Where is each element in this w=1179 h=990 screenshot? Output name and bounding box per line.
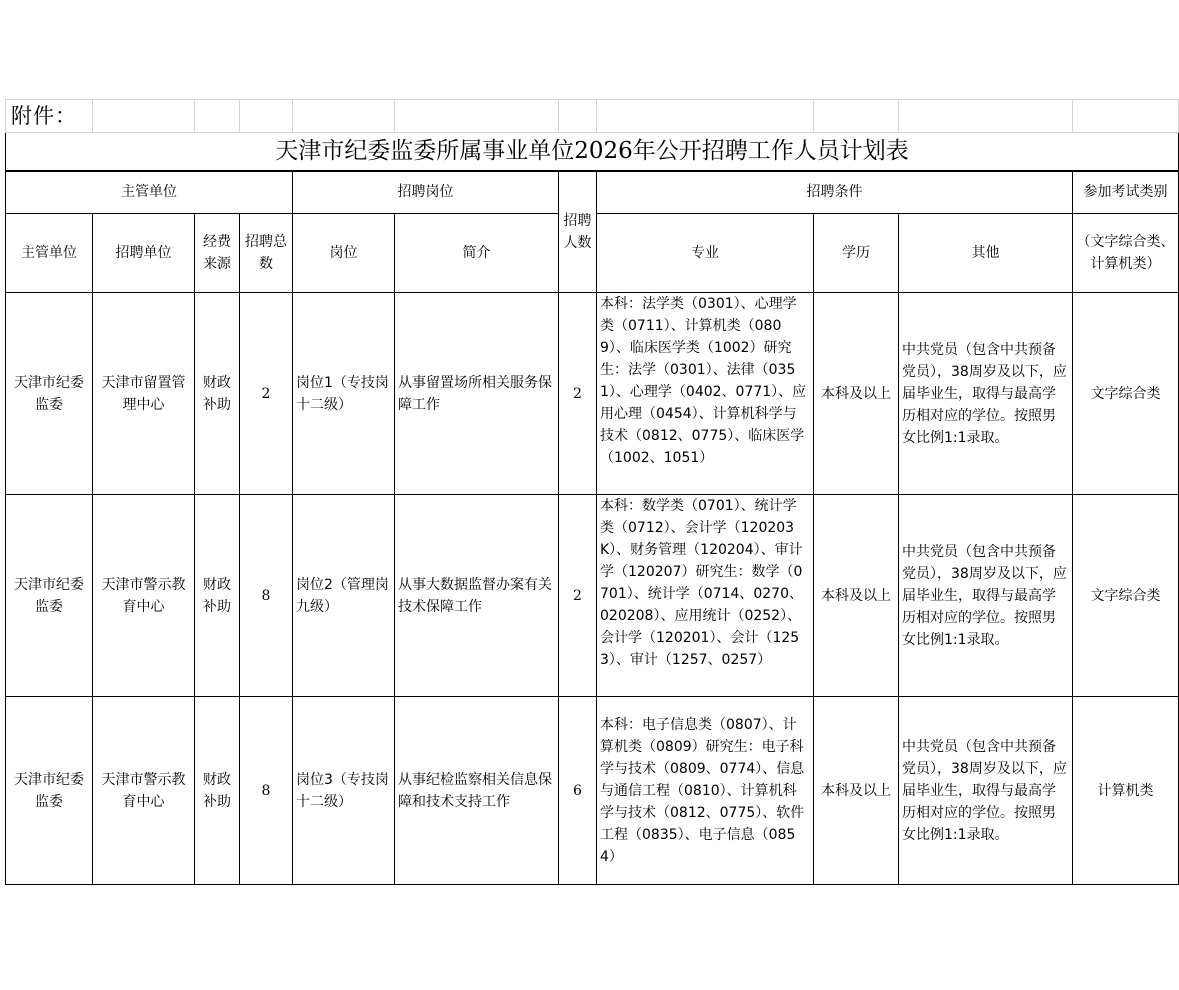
title-row: [6, 133, 1179, 171]
empty-cell: [597, 100, 814, 133]
cell-major: 本科：电子信息类（0807）、计算机类（0809）研究生：电子科学与技术（0809、0774）、信息与通信工程（0810）、计算机科学与技术（0812、0775）、软件工程（0835）、电子信息（0854）: [597, 697, 814, 885]
cell-education: 本科及以上: [814, 697, 899, 885]
cell-total-hires: 8: [240, 495, 293, 697]
cell-competent-unit: 天津市纪委监委: [6, 697, 93, 885]
page-title: 天津市纪委监委所属事业单位2026年公开招聘工作人员计划表: [6, 133, 1179, 171]
cell-total-hires: 8: [240, 697, 293, 885]
cell-hire-count: 2: [559, 293, 597, 495]
attachment-row: [6, 100, 1179, 133]
cell-hiring-unit: 天津市警示教育中心: [93, 697, 195, 885]
cell-description: 从事留置场所相关服务保障工作: [395, 293, 559, 495]
group-header-exam-category: 参加考试类别: [1073, 171, 1179, 214]
cell-hire-count: 6: [559, 697, 597, 885]
empty-cell: [240, 100, 293, 133]
attachment-cell: [6, 100, 93, 133]
col-header-description: 简介: [395, 214, 559, 293]
col-header-post: 岗位: [293, 214, 395, 293]
col-header-education: 学历: [814, 214, 899, 293]
cell-hiring-unit: 天津市留置管理中心: [93, 293, 195, 495]
recruitment-plan-table: [5, 99, 1179, 885]
col-header-exam-type: （文字综合类、计算机类）: [1073, 214, 1179, 293]
cell-post: 岗位3（专技岗十二级）: [293, 697, 395, 885]
empty-cell: [293, 100, 395, 133]
cell-other: 中共党员（包含中共预备党员），38周岁及以下，应届毕业生，取得与最高学历相对应的学位。按照男女比例1:1录取。: [899, 495, 1073, 697]
group-header-position: 招聘岗位: [293, 171, 559, 214]
attachment-label: 附件：: [11, 103, 77, 128]
cell-exam-type: 文字综合类: [1073, 293, 1179, 495]
cell-other: 中共党员（包含中共预备党员），38周岁及以下，应届毕业生，取得与最高学历相对应的学位。按照男女比例1:1录取。: [899, 293, 1073, 495]
cell-funding-source: 财政补助: [195, 495, 240, 697]
cell-funding-source: 财政补助: [195, 293, 240, 495]
col-header-other: 其他: [899, 214, 1073, 293]
cell-other: 中共党员（包含中共预备党员），38周岁及以下，应届毕业生，取得与最高学历相对应的学位。按照男女比例1:1录取。: [899, 697, 1073, 885]
table-row: [6, 293, 1179, 495]
cell-post: 岗位2（管理岗九级）: [293, 495, 395, 697]
group-header-conditions: 招聘条件: [597, 171, 1073, 214]
cell-competent-unit: 天津市纪委监委: [6, 293, 93, 495]
cell-funding-source: 财政补助: [195, 697, 240, 885]
table-row: [6, 495, 1179, 697]
empty-cell: [395, 100, 559, 133]
cell-major: 本科：数学类（0701）、统计学类（0712）、会计学（120203K）、财务管理（120204）、审计学（120207）研究生：数学（0701）、统计学（0714、0270、020208）、应用统计（0252）、会计学（120201）、会计（1253）、审计（1257、0257）: [597, 495, 814, 697]
cell-education: 本科及以上: [814, 293, 899, 495]
empty-cell: [195, 100, 240, 133]
group-header-row: [6, 171, 1179, 214]
cell-total-hires: 2: [240, 293, 293, 495]
cell-description: 从事大数据监督办案有关技术保障工作: [395, 495, 559, 697]
table-row: [6, 697, 1179, 885]
cell-exam-type: 计算机类: [1073, 697, 1179, 885]
empty-cell: [814, 100, 899, 133]
empty-cell: [899, 100, 1073, 133]
cell-hire-count: 2: [559, 495, 597, 697]
col-header-total-hires: 招聘总数: [240, 214, 293, 293]
col-header-funding-source: 经费来源: [195, 214, 240, 293]
cell-education: 本科及以上: [814, 495, 899, 697]
cell-exam-type: 文字综合类: [1073, 495, 1179, 697]
empty-cell: [93, 100, 195, 133]
cell-post: 岗位1（专技岗十二级）: [293, 293, 395, 495]
cell-major: 本科：法学类（0301）、心理学类（0711）、计算机类（0809）、临床医学类（1002）研究生：法学（0301）、法律（0351）、心理学（0402、0771）、应用心理（0454）、计算机科学与技术（0812、0775）、临床医学（1002、1051）: [597, 293, 814, 495]
col-header-competent-unit: 主管单位: [6, 214, 93, 293]
empty-cell: [1073, 100, 1179, 133]
cell-hiring-unit: 天津市警示教育中心: [93, 495, 195, 697]
group-header-competent-unit: 主管单位: [6, 171, 293, 214]
cell-competent-unit: 天津市纪委监委: [6, 495, 93, 697]
empty-cell: [559, 100, 597, 133]
col-header-hiring-unit: 招聘单位: [93, 214, 195, 293]
cell-description: 从事纪检监察相关信息保障和技术支持工作: [395, 697, 559, 885]
col-header-major: 专业: [597, 214, 814, 293]
col-header-hire-count: 招聘人数: [559, 171, 597, 293]
